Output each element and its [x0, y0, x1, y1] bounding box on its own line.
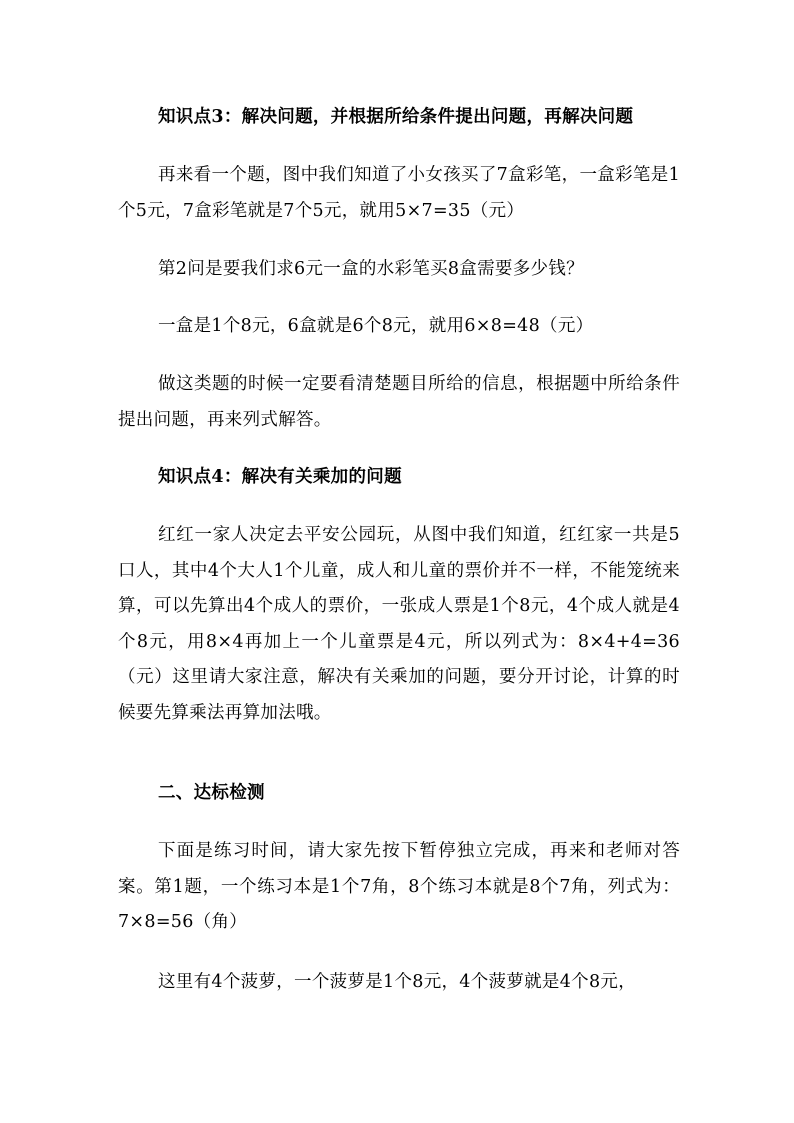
paragraph-point4-body: 红红一家人决定去平安公园玩，从图中我们知道，红红家一共是5口人，其中4个大人1个儿童，成人和儿童的票价并不一样，不能笼统来算，可以先算出4个成人的票价，一张成人票是1个8元，4个成人就是4个8元，用8×4再加上一个儿童票是4元，所以列式为：8×4+4=36（元）这里请大家注意，解决有关乘加的问题，要分开讨论，计算的时候要先算乘法再算加法哦。: [118, 525, 680, 723]
heading-section-2: 二、达标检测: [158, 783, 265, 803]
heading-knowledge-point-4: 知识点4：解决有关乘加的问题: [158, 467, 402, 487]
heading-knowledge-point-3: 知识点3：解决问题，并根据所给条件提出问题，再解决问题: [158, 107, 634, 127]
paragraph-point3-intro: 再来看一个题，图中我们知道了小女孩买了7盒彩笔，一盒彩笔是1个5元，7盒彩笔就是7个5元，就用5×7=35（元）: [118, 165, 680, 221]
paragraph-pineapple: 这里有4个菠萝，一个菠萝是1个8元，4个菠萝就是4个8元，: [158, 972, 637, 992]
paragraph-point3-summary: 做这类题的时候一定要看清楚题目所给的信息，根据题中所给条件提出问题，再来列式解答。: [118, 374, 680, 430]
paragraph-question-2-solution: 一盒是1个8元，6盒就是6个8元，就用6×8=48（元）: [158, 316, 594, 336]
paragraph-exercise-1: 下面是练习时间，请大家先按下暂停独立完成，再来和老师对答案。第1题，一个练习本是1个7角，8个练习本就是8个7角，列式为：7×8=56（角）: [118, 841, 680, 932]
paragraph-question-2: 第2问是要我们求6元一盒的水彩笔买8盒需要多少钱？: [158, 259, 584, 279]
